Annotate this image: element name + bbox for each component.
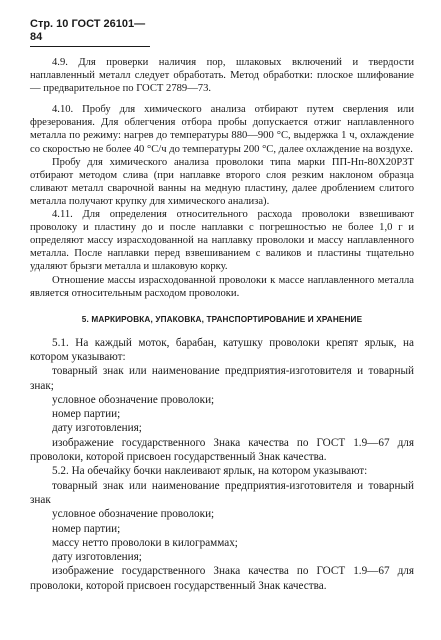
- page-header: Стр. 10 ГОСТ 26101—84: [30, 18, 150, 47]
- paragraph-5-1: 5.1. На каждый моток, барабан, катушку проволоки крепят ярлык, на котором указывают:: [30, 336, 414, 363]
- list-item: массу нетто проволоки в килограммах;: [52, 536, 238, 549]
- list-item: изображение государственного Знака качества по ГОСТ 1.9—67 для проволоки, которой присвоен государственный Знак качества.: [30, 565, 414, 592]
- paragraph-4-11-ratio: Отношение массы израсходованной проволоки к массе наплавленного металла является относительным расходом проволоки.: [30, 274, 414, 299]
- section-5: [30, 336, 414, 593]
- list-item: товарный знак или наименование предприятия-изготовителя и товарный знак: [30, 479, 414, 506]
- list-item: изображение государственного Знака качества по ГОСТ 1.9—67 для проволоки, которой присвоен государственный Знак качества.: [30, 436, 414, 464]
- section-title: 5. МАРКИРОВКА, УПАКОВКА, ТРАНСПОРТИРОВАНИЕ И ХРАНЕНИЕ: [81, 314, 363, 324]
- list-item: условное обозначение проволоки;: [52, 393, 215, 406]
- paragraph-4-9: 4.9. Для проверки наличия пор, шлаковых включений и твердости наплавленный металл следует обработать. Метод обработки: плоское шлифование — предварительное по ГОСТ 2789—73.: [30, 57, 414, 95]
- paragraph-4-10: 4.10. Пробу для химического анализа отбирают путем сверления или фрезерования. Для облегчения отбора пробы допускается отжиг наплавленного металла по режиму: нагрев до температуры 880—900 °С, выдержка 1 ч, охлаждение со скоростью не более 40 °С/ч до температуры 200 °С, далее охлаждение на воздухе.: [30, 104, 414, 155]
- paragraph-4-11: 4.11. Для определения относительного расхода проволоки взвешивают проволоку и пластину до и после наплавки с погрешностью не более 1,0 г и определяют массу израсходованной на наплавку проволоки и массу наплавленного металла. После наплавки перед взвешиванием с валиков и пластины тщательно удаляют брызги металла и шлаковую корку.: [30, 209, 414, 273]
- list-item: товарный знак или наименование предприятия-изготовителя и товарный знак;: [30, 365, 414, 392]
- list-item: условное обозначение проволоки;: [52, 508, 215, 521]
- list-item: дату изготовления;: [52, 551, 142, 564]
- list-item: номер партии;: [52, 522, 121, 535]
- list-item: номер партии;: [52, 408, 121, 421]
- paragraph-5-2: 5.2. На обечайку бочки наклеивают ярлык, на котором указывают:: [52, 465, 368, 478]
- list-item: дату изготовления;: [52, 422, 142, 435]
- section-4-continued: [30, 56, 414, 300]
- paragraph-4-10-sample: Пробу для химического анализа проволоки типа марки ПП-Нп-80Х20Р3Т отбирают методом слива (при наплавке второго слоя резким наклоном образца сливают металл сварочной ванны на медную пластину, далее дроблением слитого металла получают крупку для химического анализа).: [30, 156, 414, 207]
